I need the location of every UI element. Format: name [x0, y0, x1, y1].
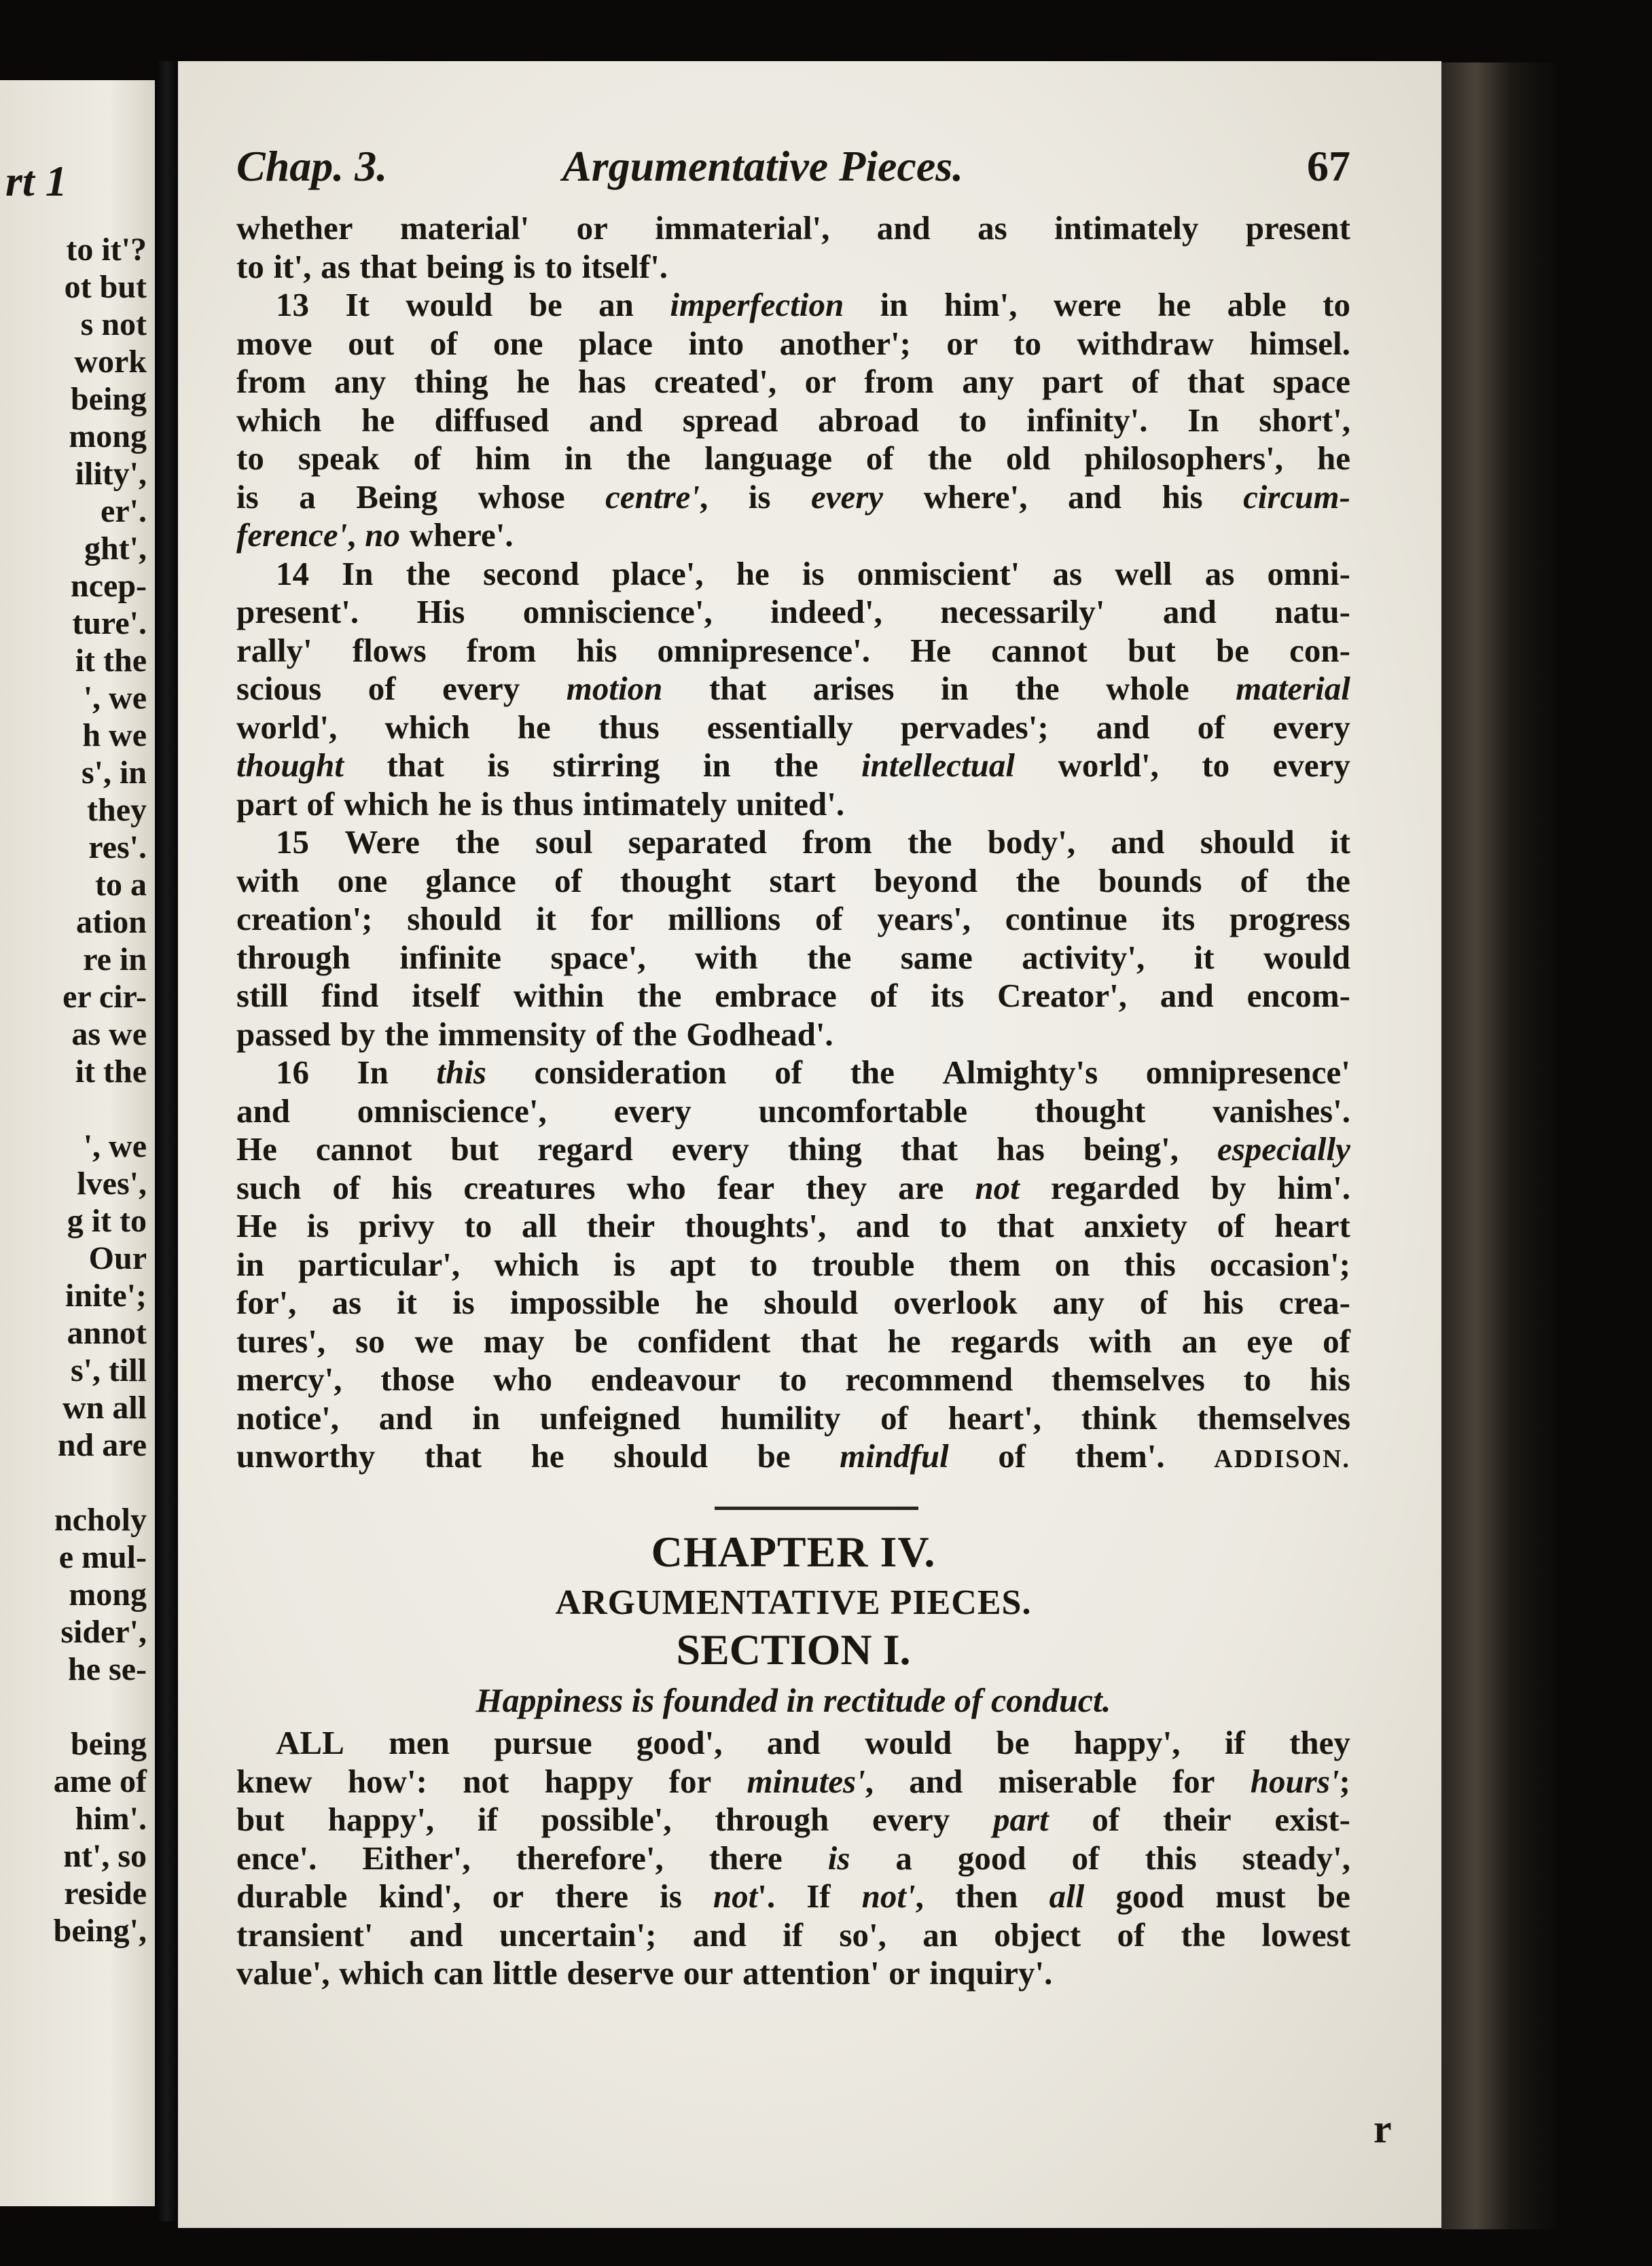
- facing-page-line: nd are: [57, 1427, 147, 1463]
- facing-page-line: s not: [80, 306, 147, 342]
- facing-page-line: [0, 1464, 147, 1501]
- facing-page-line: ility',: [75, 456, 147, 492]
- text-line: He is privy to all their thoughts', and to that anxiety of heart: [236, 1207, 1350, 1244]
- facing-page-line: mong: [69, 418, 147, 454]
- page-edge-right: [1441, 62, 1557, 2229]
- text-line: whether material' or immaterial', and as intimately present: [236, 209, 1350, 247]
- facing-page-line: being: [70, 381, 147, 417]
- text-line: rally' flows from his omnipresence'. He cannot but be con-: [236, 631, 1350, 669]
- text-line: to it', as that being is to itself'.: [236, 247, 668, 285]
- running-header: [236, 141, 1350, 196]
- facing-page-line: as we: [71, 1016, 147, 1052]
- text-line: with one glance of thought start beyond the bounds of the: [236, 861, 1350, 899]
- facing-page-left: [0, 80, 155, 2206]
- text-line: 14 In the second place', he is onmiscient' as well as omni-: [276, 554, 1350, 592]
- text-line: He cannot but regard every thing that has being', especially: [236, 1130, 1350, 1168]
- facing-page-line: res'.: [88, 829, 147, 865]
- text-line: but happy', if possible', through every part of their exist-: [236, 1801, 1350, 1838]
- body-text: [236, 209, 1350, 1476]
- facing-page-line: ', we: [83, 680, 147, 716]
- text-line: 16 In this consideration of the Almighty's omnipresence': [276, 1054, 1350, 1091]
- facing-page-line: ncholy: [54, 1502, 147, 1538]
- chapter-title: CHAPTER IV.: [651, 1528, 936, 1576]
- page-mark: r: [1373, 2106, 1392, 2151]
- text-line: part of which he is thus intimately united'.: [236, 785, 845, 823]
- facing-page-line: wn all: [62, 1390, 147, 1426]
- text-line: ence'. Either', therefore', there is a good of this steady',: [236, 1839, 1350, 1877]
- part-title: ARGUMENTATIVE PIECES.: [555, 1583, 1032, 1622]
- facing-page-line: it the: [75, 643, 147, 679]
- facing-page-heading: rt 1: [5, 157, 67, 205]
- facing-page-line: annot: [67, 1315, 147, 1351]
- facing-page-line: h we: [82, 717, 147, 753]
- text-line: tures', so we may be confident that he regards with an eye of: [236, 1322, 1350, 1360]
- section-subtitle: Happiness is founded in rectitude of conduct.: [475, 1681, 1111, 1719]
- facing-page-line: they: [87, 792, 147, 828]
- facing-page-line: lves',: [77, 1166, 147, 1202]
- text-line: ference', no where'.: [236, 516, 514, 554]
- facing-page-line: [0, 1688, 147, 1725]
- text-line: mercy', those who endeavour to recommend themselves to his: [236, 1361, 1350, 1398]
- text-line: notice', and in unfeigned humility of heart', think themselves: [236, 1399, 1350, 1437]
- facing-page-line: ncep-: [71, 568, 147, 604]
- facing-page-line: mong: [69, 1577, 147, 1613]
- text-line: passed by the immensity of the Godhead'.: [236, 1015, 833, 1053]
- section-title: SECTION I.: [676, 1625, 911, 1674]
- facing-page-line: him'.: [75, 1801, 147, 1837]
- facing-page-line-endings: [0, 231, 147, 1949]
- text-line: ALL men pursue good', and would be happy', if they: [276, 1724, 1350, 1761]
- facing-page-line: ', we: [83, 1128, 147, 1164]
- text-line: transient' and uncertain'; and if so', an object of the lowest: [236, 1916, 1350, 1954]
- text-line: thought that is stirring in the intellectual world', to every: [236, 747, 1350, 784]
- facing-page-line: ght',: [84, 530, 147, 566]
- text-line: which he diffused and spread abroad to infinity'. In short',: [236, 401, 1350, 439]
- chapter-divider-rule: [715, 1507, 918, 1510]
- book-page: [178, 61, 1441, 2228]
- facing-page-line: e mul-: [58, 1539, 147, 1575]
- text-line: in particular', which is apt to trouble them on this occasion';: [236, 1245, 1350, 1283]
- facing-page-line: ture'.: [72, 605, 147, 641]
- page-number: 67: [1307, 142, 1350, 190]
- header-title: Argumentative Pieces.: [562, 142, 964, 190]
- text-line: 13 It would be an imperfection in him', were he able to: [276, 286, 1350, 323]
- facing-page-line: ation: [75, 904, 147, 940]
- text-line: still find itself within the embrace of its Creator', and encom-: [236, 977, 1350, 1014]
- facing-page-line: re in: [83, 941, 147, 977]
- facing-page-line: nt', so: [63, 1838, 147, 1874]
- facing-page-line: er'.: [101, 493, 147, 529]
- text-line: through infinite space', with the same activity', it would: [236, 938, 1350, 976]
- facing-page-line: g it to: [67, 1203, 147, 1239]
- facing-page-line: being: [70, 1726, 147, 1762]
- text-line: to speak of him in the language of the old philosophers', he: [236, 439, 1350, 477]
- facing-page-line: ot but: [64, 269, 147, 305]
- facing-page-line: [0, 1090, 147, 1128]
- facing-page-line: being',: [53, 1913, 147, 1949]
- text-line: present'. His omniscience', indeed', necessarily' and natu-: [236, 593, 1350, 630]
- facing-page-line: sider',: [60, 1614, 147, 1650]
- text-line: unworthy that he should be mindful of them'. ADDISON.: [236, 1437, 1350, 1475]
- text-line: move out of one place into another'; or to withdraw himsel.: [236, 324, 1350, 362]
- text-line: from any thing he has created', or from any part of that space: [236, 363, 1350, 400]
- text-line: 15 Were the soul separated from the body', and should it: [276, 823, 1350, 861]
- facing-page-line: ame of: [53, 1763, 147, 1799]
- text-line: for', as it is impossible he should overlook any of his crea-: [236, 1284, 1350, 1321]
- text-line: durable kind', or there is not'. If not', then all good must be: [236, 1877, 1350, 1915]
- facing-page-line: er cir-: [62, 979, 147, 1015]
- facing-page-line: it the: [75, 1054, 147, 1090]
- text-line: such of his creatures who fear they are not regarded by him'.: [236, 1168, 1350, 1206]
- text-line: value', which can little deserve our attention' or inquiry'.: [236, 1954, 1053, 1992]
- facing-page-line: to a: [95, 867, 147, 903]
- text-line: creation'; should it for millions of years', continue its progress: [236, 900, 1350, 937]
- facing-page-line: he se-: [68, 1651, 147, 1687]
- facing-page-line: reside: [64, 1875, 147, 1911]
- section-text: [236, 1724, 1350, 1993]
- text-line: world', which he thus essentially pervades'; and of every: [236, 708, 1350, 746]
- text-line: knew how': not happy for minutes', and miserable for hours';: [236, 1762, 1350, 1800]
- facing-page-line: s', in: [81, 755, 147, 791]
- text-line: and omniscience', every uncomfortable thought vanishes'.: [236, 1092, 1350, 1130]
- facing-page-line: s', till: [70, 1352, 147, 1388]
- book-gutter: [155, 61, 178, 2221]
- text-line: scious of every motion that arises in the whole material: [236, 670, 1350, 707]
- facing-page-line: Our: [88, 1240, 147, 1276]
- facing-page-line: work: [74, 344, 147, 380]
- facing-page-line: to it'?: [66, 232, 147, 268]
- facing-page-line: inite';: [65, 1278, 147, 1314]
- text-line: is a Being whose centre', is every where', and his circum-: [236, 478, 1350, 516]
- header-chapter: Chap. 3.: [236, 142, 388, 190]
